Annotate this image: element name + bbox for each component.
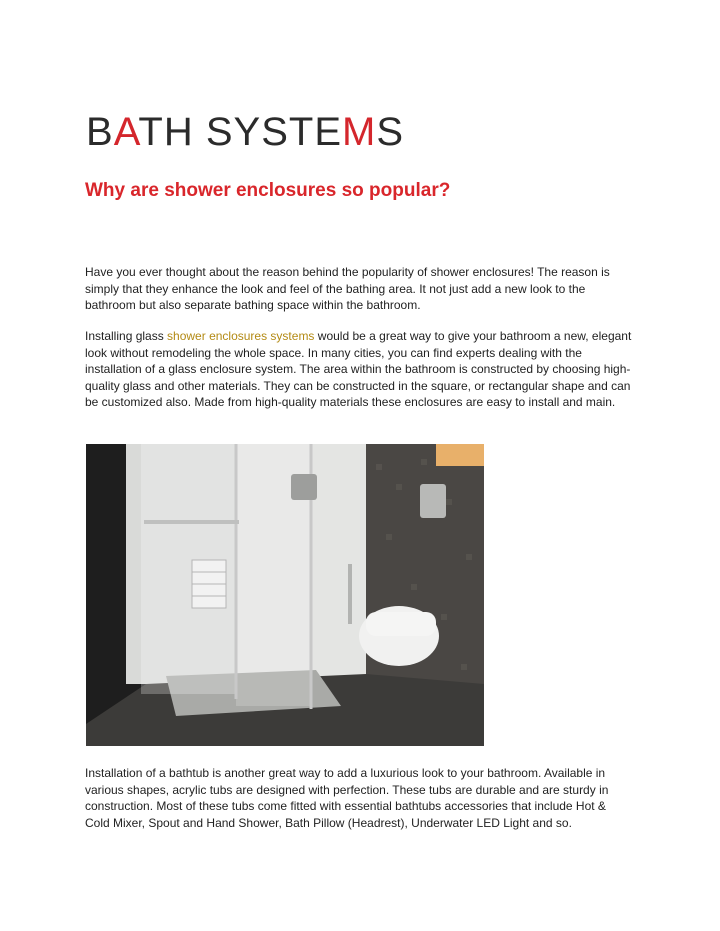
- logo-part-3: S: [376, 110, 405, 154]
- logo-accent-m: M: [342, 110, 377, 154]
- paragraph-bathtub: Installation of a bathtub is another great way to add a luxurious look to your bathroom. Available in various shapes, acrylic tubs are designed with perfection. These tubs are durable and are sturdy in construction. Most of these tubs come fitted with essential bathtubs accessories that include Hot & Cold Mixer, Spout and Hand Shower, Bath Pillow (Headrest), Underwater LED Light and so.: [85, 766, 609, 830]
- shower-enclosure-photo: [86, 444, 484, 746]
- paragraph-text-before: Installing glass: [85, 329, 168, 343]
- logo-wordmark: [86, 110, 405, 154]
- logo-part-2: TH SYSTE: [138, 110, 342, 154]
- shower-enclosures-link[interactable]: shower enclosures systems: [167, 329, 315, 343]
- paragraph-text-after: would be a great way to give your bathroom a new, elegant look without remodeling the whole space. In many cities, you can find experts dealing with the installation of a glass enclosure system. The area within the bathroom is constructed by choosing high-quality glass and other materials. They can be constructed in the square, or rectangular shape and can be customized also. Made from high-quality materials these enclosures are easy to install and main.: [85, 329, 632, 410]
- article-title: Why are shower enclosures so popular?: [85, 180, 451, 201]
- paragraph-installation: [85, 328, 633, 411]
- logo-accent-a: A: [113, 110, 139, 154]
- bath-systems-logo: [86, 110, 405, 154]
- logo-part-1: B: [86, 110, 114, 154]
- paragraph-intro: Have you ever thought about the reason behind the popularity of shower enclosures! The reason is simply that they enhance the look and feel of the bathing area. It not just add a new look to the bathroom but also separate bathing space within the bathroom.: [85, 265, 610, 313]
